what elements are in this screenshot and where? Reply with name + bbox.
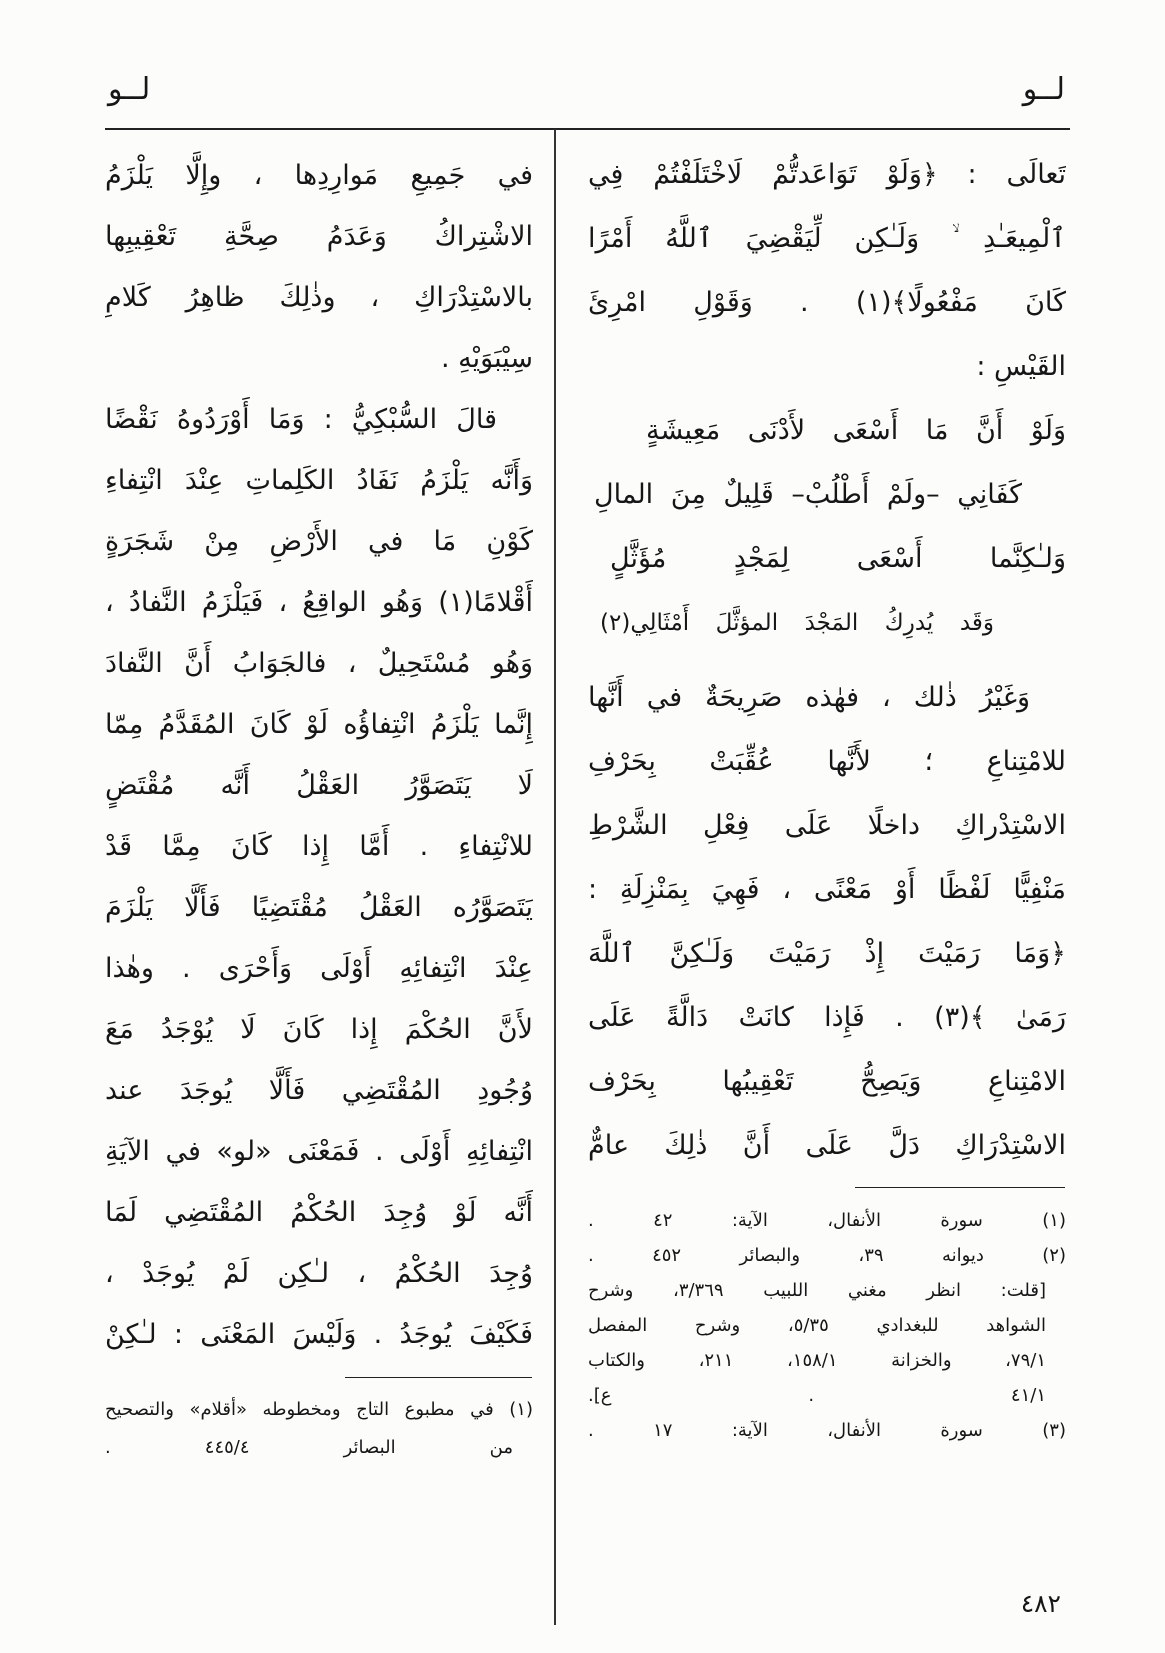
footnote-line: ٤١/١ . ع]. <box>588 1385 1046 1406</box>
text-line: للانْتِفاءِ . أَمَّا إِذا كَانَ مِمَّا قَدْ <box>105 831 533 862</box>
text-line: القَيْسِ : <box>976 351 1066 382</box>
running-header-right: لــو <box>1022 72 1065 107</box>
text-line: مَنْفِيًّا لَفْظًا أَوْ مَعْنًى ، فَهِيَ بِمَنْزِلَةِ : <box>588 874 1066 905</box>
footnote-line: ٧٩/١، والخزانة ١٥٨/١، ٢١١، والكتاب <box>588 1350 1046 1371</box>
footnote-line: (٣) سورة الأنفال، الآية: ١٧ . <box>588 1420 1066 1441</box>
footnote-line: (١) سورة الأنفال، الآية: ٤٢ . <box>588 1210 1066 1231</box>
footnote-line: [قلت: انظر مغني اللبيب ٣/٣٦٩، وشرح <box>588 1280 1046 1301</box>
text-line: بالاسْتِدْرَاكِ ، وذٰلِكَ ظاهِرُ كَلامِ <box>105 282 533 313</box>
left-text-column <box>105 145 533 1365</box>
text-line: إِنَّما يَلْزَمُ انْتِفاؤُه لَوْ كَانَ المُقَدَّمُ مِمّا <box>105 709 533 740</box>
text-line: ٱلْمِيعَـٰدِ ۙ وَلَـٰكِن لِّيَقْضِيَ ٱللَّهُ أَمْرًا <box>588 223 1066 254</box>
running-header-left: لــو <box>108 72 151 107</box>
text-line: فَكَيْفَ يُوجَدُ . وَلَيْسَ المَعْنَى : لـٰكِنْ <box>105 1319 533 1350</box>
footnote-line: (٢) ديوانه ٣٩، والبصائر ٤٥٢ . <box>588 1245 1066 1266</box>
text-line: للامْتِناعِ ؛ لأَنَّها عُقِّبَتْ بِحَرْفِ <box>588 746 1066 777</box>
right-footnotes <box>588 1203 1066 1448</box>
text-line: كَوْنِ مَا في الأَرْضِ مِنْ شَجَرَةٍ <box>105 526 533 557</box>
paragraph-start-line: وَغَيْرُ ذٰلك ، فهٰذه صَرِيحَةٌ في أَنَّها <box>588 682 1030 713</box>
text-line: الامْتِناعِ وَيَصِحُّ تَعْقِيبُها بِحَرْف <box>588 1066 1066 1097</box>
left-footnote-rule <box>345 1377 532 1378</box>
footnote-line: الشواهد للبغدادي ٥/٣٥، وشرح المفصل <box>588 1315 1046 1336</box>
text-line: وَهُو مُسْتَحِيلٌ ، فالجَوَابُ أَنَّ النَّفادَ <box>105 648 533 679</box>
text-line: وَأَنَّه يَلْزَمُ نَفَادُ الكَلِماتِ عِنْدَ انْتِفاءِ <box>105 465 533 496</box>
page-number: ٤٨٢ <box>1020 1589 1061 1618</box>
text-line: أَنَّه لَوْ وُجِدَ الحُكْمُ المُقْتَضِي لَمَا <box>105 1197 533 1228</box>
poem-line: كَفَانِي –ولَمْ أَطْلُبْ– قَلِيلٌ مِنَ المالِ <box>594 479 1022 510</box>
text-line: أَقْلامًا(١) وَهُو الواقِعُ ، فَيَلْزَمُ النَّفادُ ، <box>105 587 533 618</box>
text-line: تَعالَى : ﴿وَلَوْ تَوَاعَدتُّمْ لَاخْتَلَفْتُمْ فِي <box>588 159 1066 190</box>
text-line: يَتَصَوَّرُه العَقْلُ مُقْتَضِيًا فَأَلَّا يَلْزَمَ <box>105 892 533 923</box>
text-line: ﴿وَمَا رَمَيْتَ إِذْ رَمَيْتَ وَلَـٰكِنَّ ٱللَّهَ <box>588 938 1066 969</box>
poem-line: وَقَد يُدرِكُ المَجْدَ المؤثَّلَ أَمْثَالِي(٢) <box>600 610 994 636</box>
right-text-column <box>588 143 1066 1178</box>
right-footnote-rule <box>855 1187 1065 1188</box>
column-divider <box>554 129 556 1625</box>
left-footnotes <box>105 1391 533 1467</box>
text-line: لأَنَّ الحُكْمَ إِذا كَانَ لَا يُوْجَدُ مَعَ <box>105 1014 533 1045</box>
text-line: لَا يَتَصَوَّرُ العَقْلُ أَنَّه مُقْتَضٍ <box>105 770 533 801</box>
text-line: في جَمِيعِ مَوارِدِها ، وإِلَّا يَلْزَمُ <box>105 160 533 191</box>
text-line: عِنْدَ انْتِفائِهِ أَوْلَى وَأَحْرَى . وهٰذا <box>105 953 533 984</box>
text-line: الاشْتِراكُ وَعَدَمُ صِحَّةِ تَعْقِيبِها <box>105 221 533 252</box>
text-line: انْتِفائِهِ أَوْلَى . فَمَعْنَى «لو» في الآيَةِ <box>105 1136 533 1167</box>
text-line: الاسْتِدْرَاكِ دَلَّ عَلَى أَنَّ ذٰلِكَ عامٌّ <box>588 1130 1066 1161</box>
paragraph-start-line: قالَ السُّبْكِيُّ : وَمَا أَوْرَدُوهُ نَقْضًا <box>105 404 497 435</box>
header-rule <box>105 128 1070 130</box>
footnote-line: (١) في مطبوع التاج ومخطوطه «أقلام» والتصحيح <box>105 1399 533 1420</box>
footnote-line: من البصائر ٤٤٥/٤ . <box>105 1437 513 1458</box>
text-line: وُجُودِ المُقْتَضِي فَأَلَّا يُوجَدَ عند <box>105 1075 533 1106</box>
text-line: وُجِدَ الحُكْمُ ، لـٰكِن لَمْ يُوجَدْ ، <box>105 1258 533 1289</box>
text-line: سِيْبَوَيْهِ . <box>440 343 533 374</box>
text-line: رَمَىٰ ﴾(٣) . فَإِذا كانَتْ دَالَّةً عَلَى <box>588 1002 1066 1033</box>
poem-line: وَلَوْ أَنَّ مَا أَسْعَى لأَدْنَى مَعِيشَةٍ <box>646 415 1066 446</box>
text-line: الاسْتِدْراكِ داخلًا عَلَى فِعْلِ الشَّرْطِ <box>588 810 1066 841</box>
poem-line: وَلـٰكِنَّما أَسْعَى لِمَجْدٍ مُؤَثَّلٍ <box>610 543 1066 574</box>
text-line: كَانَ مَفْعُولًا﴾(١) . وَقَوْلِ امْرِئَ <box>588 287 1066 318</box>
